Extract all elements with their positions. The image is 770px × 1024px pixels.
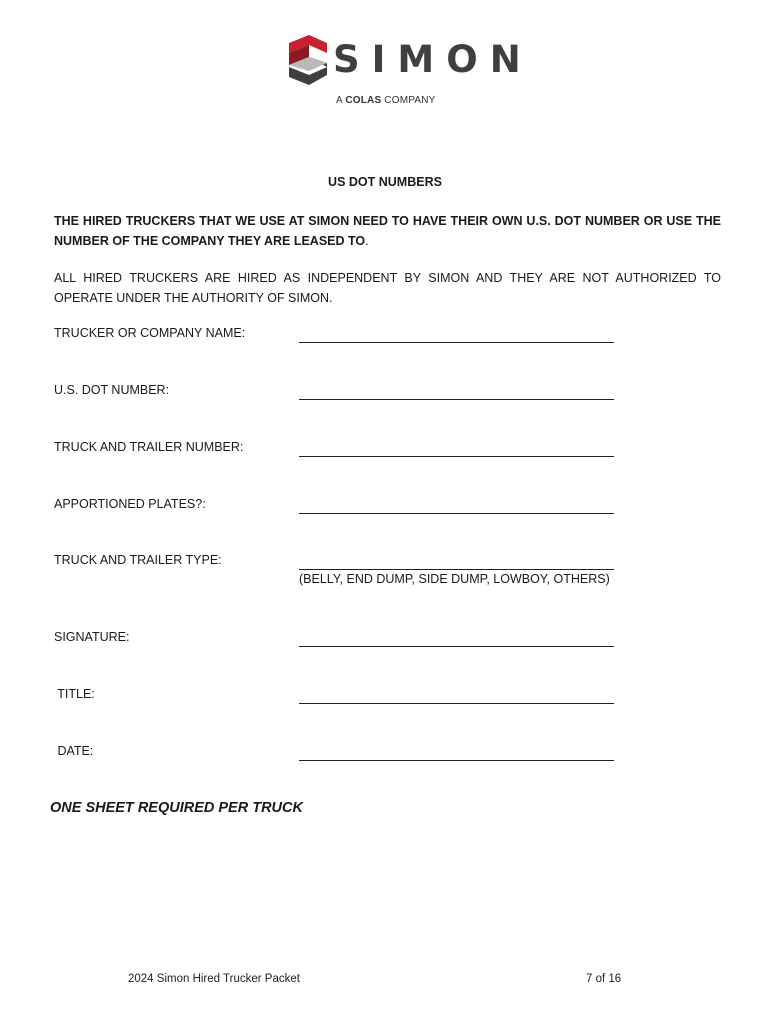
tagline-suffix: COMPANY bbox=[384, 95, 436, 106]
field-label-truck-trailer-type: TRUCK AND TRAILER TYPE: bbox=[54, 553, 222, 567]
requirement-text: THE HIRED TRUCKERS THAT WE USE AT SIMON NEED TO HAVE THEIR OWN U.S. DOT NUMBER OR USE THE NUMBER OF THE COMPANY THEY ARE LEASED TO bbox=[54, 214, 721, 248]
company-tagline bbox=[336, 95, 436, 106]
truck-type-hint: (BELLY, END DUMP, SIDE DUMP, LOWBOY, OTHERS) bbox=[299, 572, 610, 586]
requirement-paragraph bbox=[54, 211, 721, 251]
field-label-company-name: TRUCKER OR COMPANY NAME: bbox=[54, 326, 246, 340]
tagline-brand: COLAS bbox=[345, 95, 382, 106]
field-label-dot-number: U.S. DOT NUMBER: bbox=[54, 383, 170, 397]
authority-paragraph: ALL HIRED TRUCKERS ARE HIRED AS INDEPENDENT BY SIMON AND THEY ARE NOT AUTHORIZED TO OPERATE UNDER THE AUTHORITY OF SIMON. bbox=[54, 271, 721, 305]
requirement-period: . bbox=[365, 234, 369, 248]
truck-trailer-type-field[interactable] bbox=[299, 549, 614, 570]
title-field[interactable] bbox=[299, 683, 614, 704]
truck-trailer-number-field[interactable] bbox=[299, 436, 614, 457]
dot-number-field[interactable] bbox=[299, 379, 614, 400]
footer-page-indicator: 7 of 16 bbox=[586, 973, 622, 985]
field-label-title: TITLE: bbox=[54, 687, 95, 701]
apportioned-plates-field[interactable] bbox=[299, 493, 614, 514]
footer-document-title: 2024 Simon Hired Trucker Packet bbox=[128, 973, 300, 985]
date-field[interactable] bbox=[299, 740, 614, 761]
signature-field[interactable] bbox=[299, 626, 614, 647]
field-label-apportioned-plates: APPORTIONED PLATES?: bbox=[54, 497, 206, 511]
logo-wordmark: SIMON bbox=[333, 38, 533, 81]
field-label-truck-trailer-number: TRUCK AND TRAILER NUMBER: bbox=[54, 440, 244, 454]
field-label-signature: SIGNATURE: bbox=[54, 630, 130, 644]
field-label-date: DATE: bbox=[54, 744, 94, 758]
page-title: US DOT NUMBERS bbox=[328, 175, 442, 189]
tagline-prefix: A bbox=[336, 95, 343, 106]
closing-note: ONE SHEET REQUIRED PER TRUCK bbox=[50, 800, 303, 816]
company-name-field[interactable] bbox=[299, 322, 614, 343]
